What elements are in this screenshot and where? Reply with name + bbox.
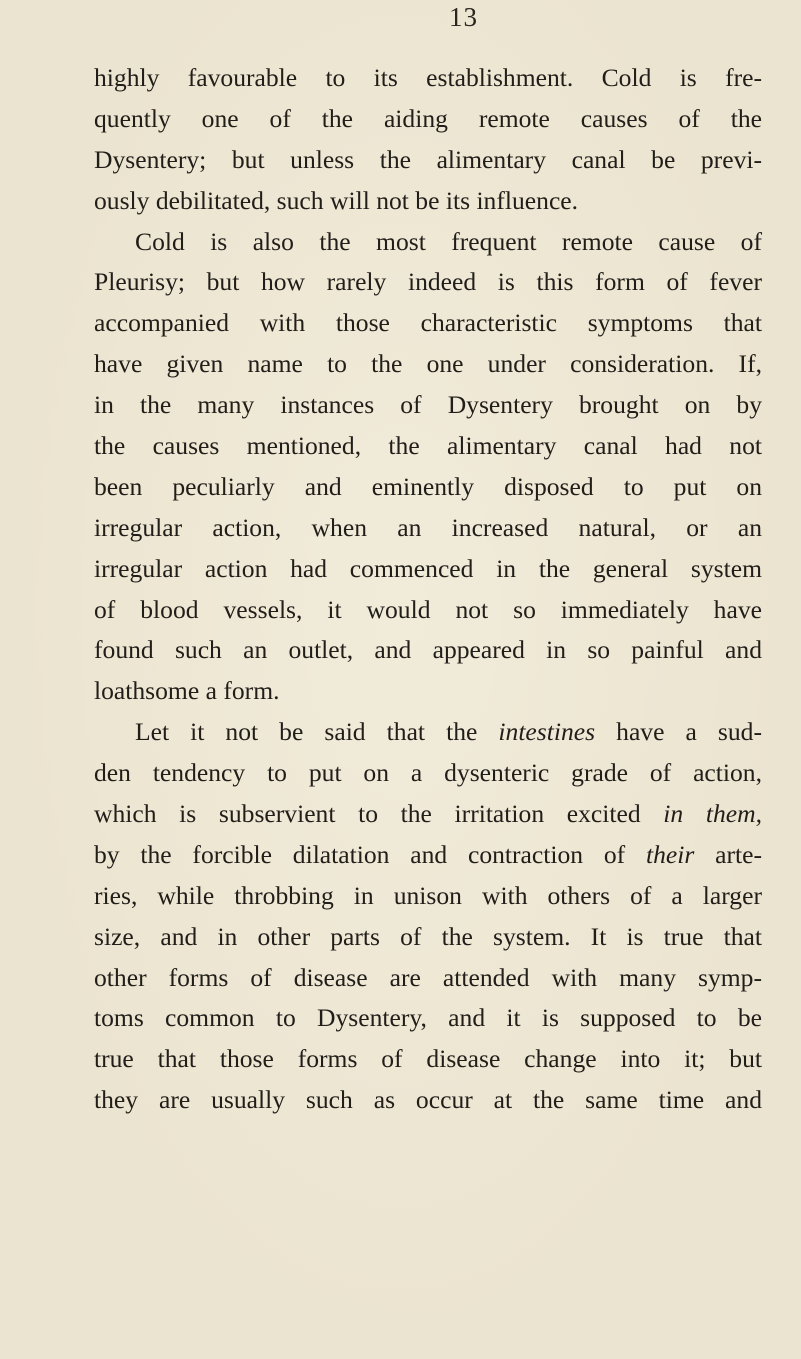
text-line: toms common to Dysentery, and it is supposed to be [94, 1003, 762, 1033]
text-line: been peculiarly and eminently disposed to put on [94, 471, 762, 501]
text-line: den tendency to put on a dysenteric grade of action, [94, 758, 762, 788]
text-line: in the many instances of Dysentery brought on by [94, 390, 762, 420]
text-line: true that those forms of disease change into it; but [94, 1044, 762, 1074]
text-line: found such an outlet, and appeared in so painful and [94, 635, 762, 665]
paragraph-start-line [94, 712, 762, 753]
text-line: highly favourable to its establishment. Cold is fre- [94, 63, 762, 92]
text-segment: by the forcible dilatation and contraction of [94, 839, 646, 869]
text-line: irregular action, when an increased natural, or an [94, 512, 762, 542]
text-line: accompanied with those characteristic symptoms that [94, 308, 762, 338]
text-line: Pleurisy; but how rarely indeed is this form of fever [94, 267, 762, 297]
text-line: size, and in other parts of the system. It is true that [94, 921, 762, 951]
text-line: other forms of disease are attended with many symp- [94, 962, 762, 992]
text-segment: which is subservient to the irritation excited [94, 799, 664, 829]
text-line: ries, while throbbing in unison with others of a larger [94, 880, 762, 910]
text-line: ously debilitated, such will not be its influence. [94, 185, 579, 215]
text-line [94, 835, 762, 876]
text-line: loathsome a form. [94, 676, 280, 706]
italic-text: intestines [498, 717, 596, 747]
text-line: the causes mentioned, the alimentary canal had not [94, 431, 762, 461]
text-line [94, 794, 762, 835]
page-number: 13 [449, 2, 478, 32]
text-line: quently one of the aiding remote causes of the [94, 103, 762, 133]
italic-text: their [645, 839, 695, 869]
text-line: have given name to the one under consideration. If, [94, 349, 762, 379]
text-line: irregular action had commenced in the general system [94, 553, 762, 583]
body-text [94, 58, 762, 1121]
text-line: of blood vessels, it would not so immediately have [94, 594, 762, 624]
text-segment: have a sud- [595, 717, 762, 747]
text-segment: Let it not be said that the [135, 717, 499, 747]
text-line: Dysentery; but unless the alimentary canal be previ- [94, 144, 762, 174]
paragraph-start-line: Cold is also the most frequent remote cause of [135, 226, 762, 256]
text-line: they are usually such as occur at the same time and [94, 1085, 762, 1115]
italic-text: in them, [663, 799, 762, 829]
text-segment: arte- [694, 839, 762, 869]
